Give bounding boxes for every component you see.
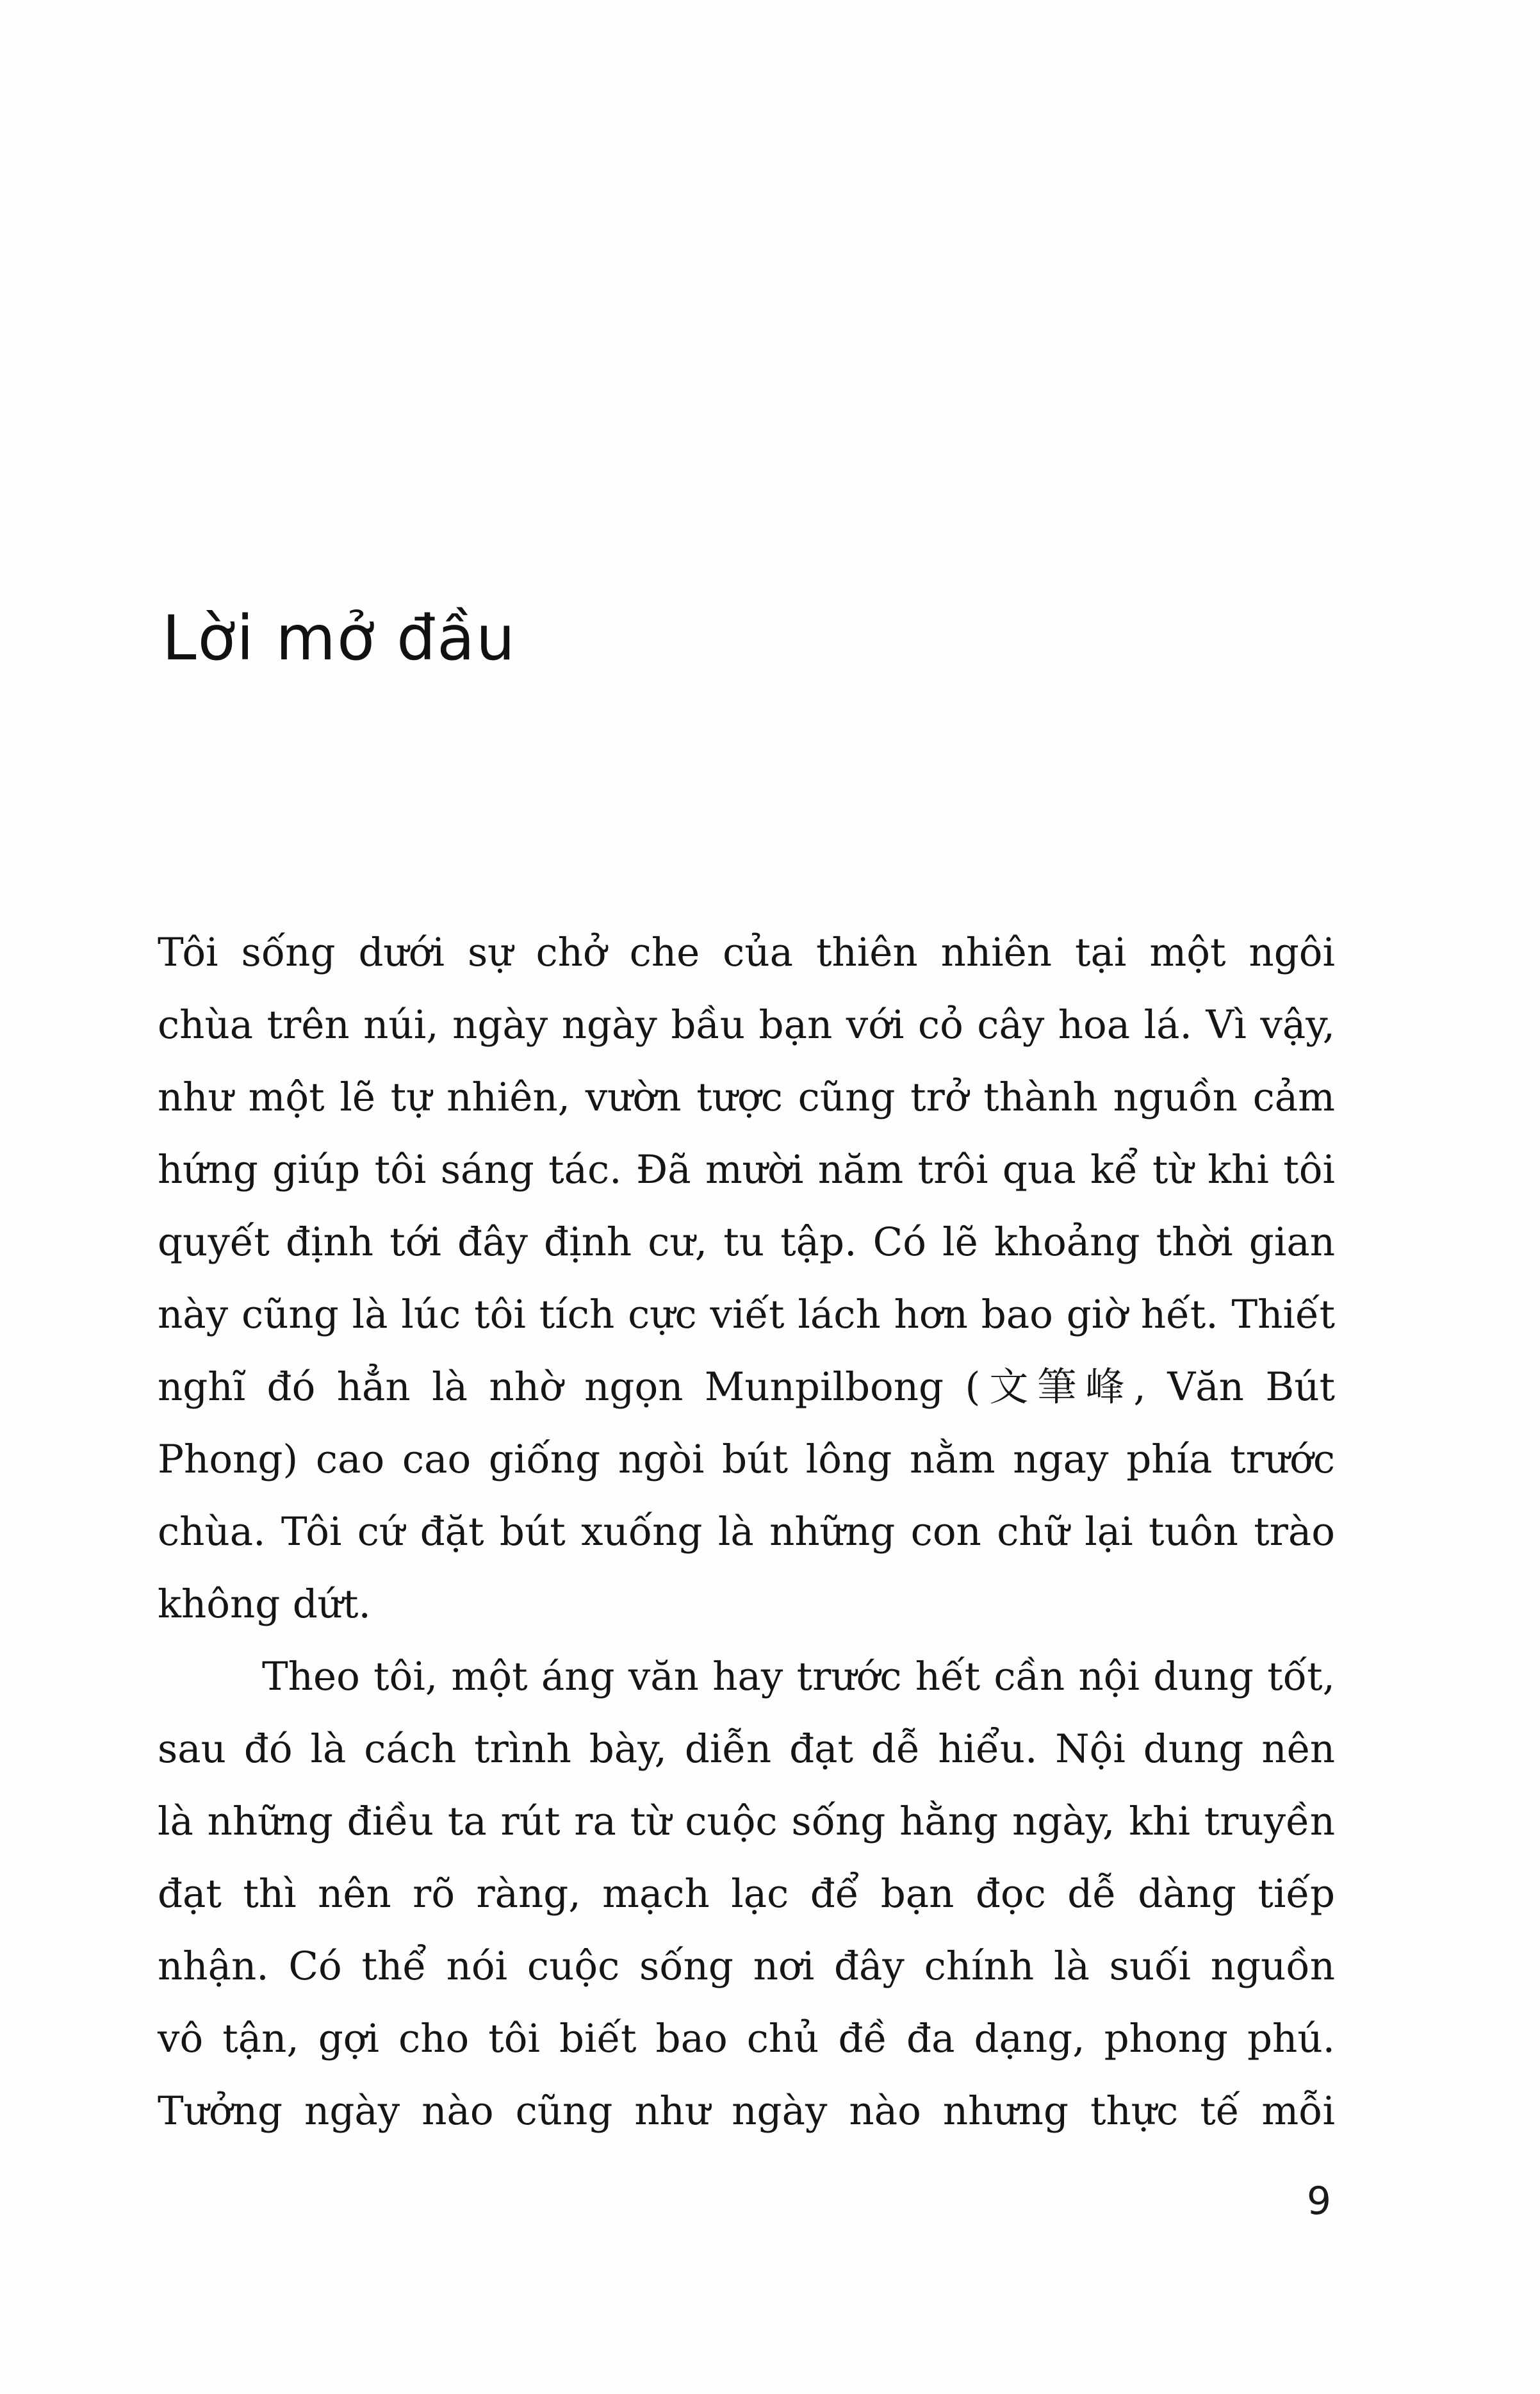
text-line: Tôi sống dưới sự chở che của thiên nhiên tại một ngôi (158, 930, 1335, 975)
text-line: sau đó là cách trình bày, diễn đạt dễ hiểu. Nội dung nên (158, 1726, 1335, 1772)
text-line: Tưởng ngày nào cũng như ngày nào nhưng thực tế mỗi (158, 2088, 1335, 2134)
text-line: vô tận, gợi cho tôi biết bao chủ đề đa dạng, phong phú. (158, 2016, 1335, 2061)
page-number: 9 (1306, 2179, 1331, 2224)
paragraph-2 (158, 1640, 1335, 2147)
text-line: này cũng là lúc tôi tích cực viết lách hơn bao giờ hết. Thiết (158, 1292, 1335, 1337)
paragraph-1 (158, 916, 1335, 1640)
text-line: như một lẽ tự nhiên, vườn tược cũng trở thành nguồn cảm (158, 1075, 1335, 1120)
text-line: là những điều ta rút ra từ cuộc sống hằng ngày, khi truyền (158, 1799, 1335, 1844)
text-line-last: không dứt. (158, 1581, 371, 1627)
text-line: nghĩ đó hẳn là nhờ ngọn Munpilbong (文筆峰, Văn Bút (158, 1364, 1335, 1410)
body-text (158, 916, 1335, 2147)
text-line: quyết định tới đây định cư, tu tập. Có lẽ khoảng thời gian (158, 1219, 1335, 1265)
text-line: chùa. Tôi cứ đặt bút xuống là những con chữ lại tuôn trào (158, 1509, 1335, 1555)
chapter-title: Lời mở đầu (162, 602, 516, 674)
text-line: Phong) cao cao giống ngòi bút lông nằm ngay phía trước (158, 1437, 1335, 1482)
text-line: chùa trên núi, ngày ngày bầu bạn với cỏ cây hoa lá. Vì vậy, (158, 1002, 1335, 1048)
text-line: đạt thì nên rõ ràng, mạch lạc để bạn đọc dễ dàng tiếp (158, 1871, 1335, 1917)
text-line-indented: Theo tôi, một áng văn hay trước hết cần nội dung tốt, (262, 1654, 1335, 1699)
text-line: hứng giúp tôi sáng tác. Đã mười năm trôi qua kể từ khi tôi (158, 1147, 1335, 1193)
text-line: nhận. Có thể nói cuộc sống nơi đây chính là suối nguồn (158, 1944, 1335, 1989)
